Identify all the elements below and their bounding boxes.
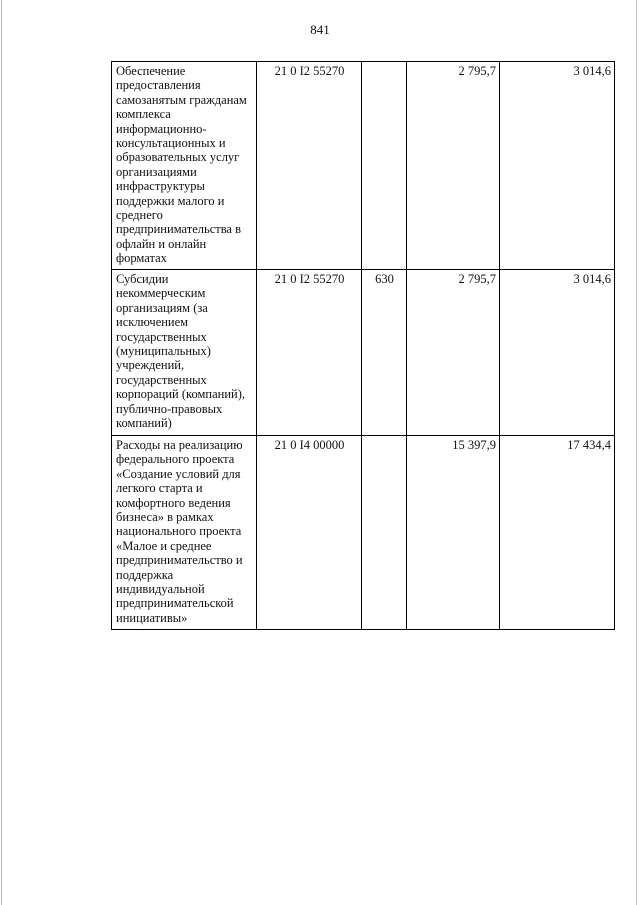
row-code-cell: 21 0 I2 55270 [257, 270, 362, 436]
table-row [112, 62, 615, 270]
row-value2-cell: 17 434,4 [500, 436, 615, 630]
row-name-cell: Обеспечение предоставления самозанятым гражданам комплекса информационно-консультационных и образовательных услуг организациями инфраструктуры поддержки малого и среднего предпринимательства в офлайн и онлайн форматах [112, 62, 257, 270]
budget-table [111, 61, 615, 630]
table-row [112, 270, 615, 436]
row-type-cell: 630 [362, 270, 407, 436]
row-code-cell: 21 0 I4 00000 [257, 436, 362, 630]
row-value2-cell: 3 014,6 [500, 62, 615, 270]
row-type-cell [362, 62, 407, 270]
row-name-cell: Расходы на реализацию федерального проекта «Создание условий для легкого старта и комфортного ведения бизнеса» в рамках национального проекта «Малое и среднее предпринимательство и поддержка индивидуальной предпринимательской инициативы» [112, 436, 257, 630]
row-value2-cell: 3 014,6 [500, 270, 615, 436]
row-code-cell: 21 0 I2 55270 [257, 62, 362, 270]
row-value1-cell: 2 795,7 [407, 270, 500, 436]
page-edge-left [1, 0, 2, 905]
row-type-cell [362, 436, 407, 630]
row-name-cell: Субсидии некоммерческим организациям (за исключением государственных (муниципальных) учреждений, государственных корпораций (компаний), публично-правовых компаний) [112, 270, 257, 436]
row-value1-cell: 15 397,9 [407, 436, 500, 630]
table-row [112, 436, 615, 630]
row-value1-cell: 2 795,7 [407, 62, 500, 270]
page-edge-right [636, 0, 637, 905]
page-number: 841 [310, 22, 330, 37]
